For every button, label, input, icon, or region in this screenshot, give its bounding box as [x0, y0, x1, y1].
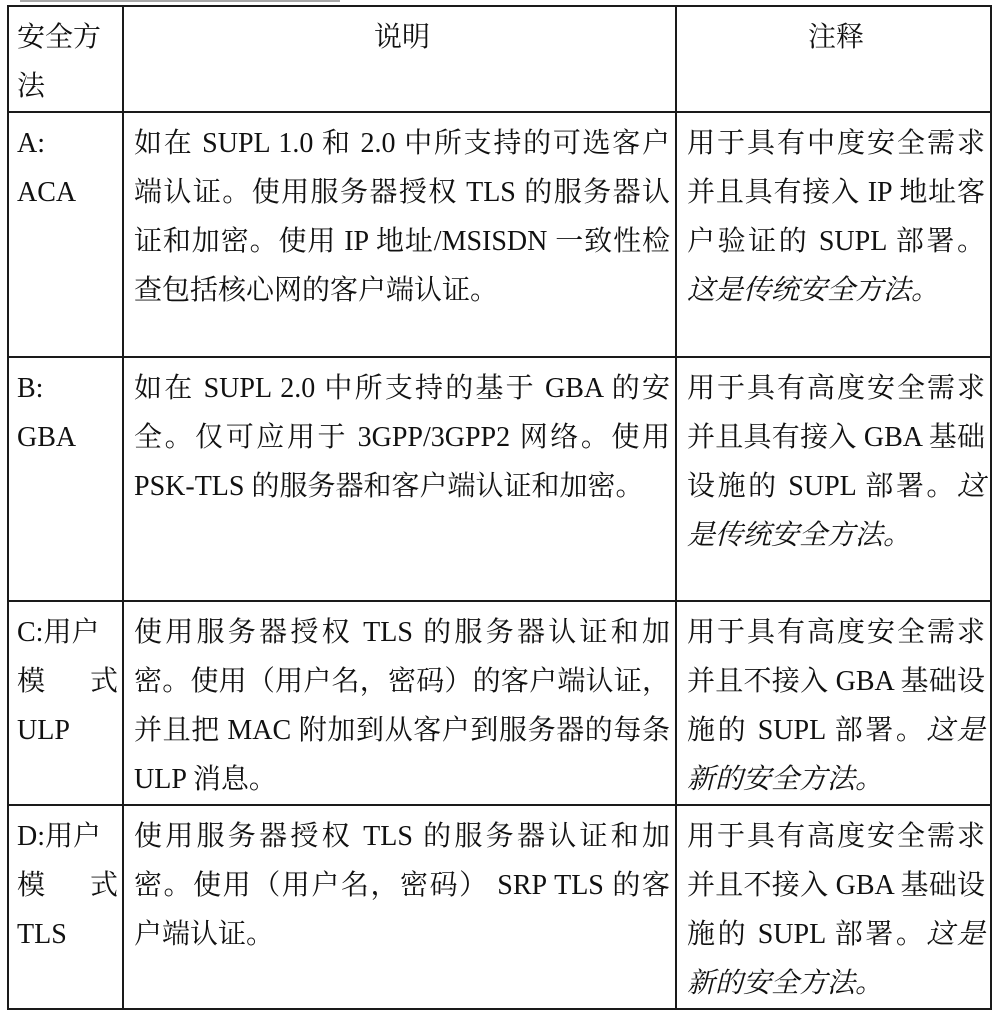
header-notes: 注释 [807, 22, 864, 53]
notes-cell [676, 805, 991, 1009]
notes-text [677, 806, 990, 1008]
notes-italic: 这是新的安全方法。 [687, 919, 985, 999]
notes-text [677, 113, 990, 315]
method-label: ULP [17, 715, 70, 746]
description-text: 如在 SUPL 2.0 中所支持的基于 GBA 的安全。仅可应用于 3GPP/3GPP2 网络。使用 PSK-TLS 的服务器和客户端认证和加密。 [134, 373, 670, 502]
method-label: C:用户 [17, 617, 100, 648]
method-label: A: [17, 128, 45, 159]
description-text: 使用服务器授权 TLS 的服务器认证和加密。使用（用户名，密码） SRP TLS 的客户端认证。 [134, 821, 670, 950]
notes-plain: 用于具有高度安全需求并且具有接入 GBA 基础设施的 SUPL 部署。 [687, 373, 985, 502]
notes-plain: 用于具有高度安全需求并且不接入 GBA 基础设施的 SUPL 部署。 [687, 821, 985, 950]
method-cell [8, 112, 123, 357]
description-cell [123, 112, 676, 357]
notes-italic: 这是传统安全方法。 [687, 275, 940, 306]
header-notes-cell [676, 6, 991, 112]
method-label: GBA [17, 422, 77, 453]
table-row [8, 357, 991, 601]
method-label: ACA [17, 177, 77, 208]
method-cell [8, 357, 123, 601]
notes-plain: 用于具有高度安全需求并且不接入 GBA 基础设施的 SUPL 部署。 [687, 617, 985, 746]
table-row [8, 601, 991, 805]
method-label: TLS [17, 919, 67, 950]
header-method: 安全方法 [17, 22, 102, 102]
table-row [8, 805, 991, 1009]
description-cell [123, 805, 676, 1009]
description-cell [123, 601, 676, 805]
description-cell [123, 357, 676, 601]
method-label-spread: 模 式 [17, 870, 118, 901]
notes-cell [676, 601, 991, 805]
notes-cell [676, 112, 991, 357]
notes-text [677, 602, 990, 804]
description-text: 使用服务器授权 TLS 的服务器认证和加密。使用（用户名，密码）的客户端认证，并且把 MAC 附加到从客户到服务器的每条 ULP 消息。 [134, 617, 670, 795]
header-row [8, 6, 991, 112]
notes-italic: 这是传统安全方法。 [687, 471, 985, 551]
header-method-cell [8, 6, 123, 112]
method-cell [8, 601, 123, 805]
header-description-cell [123, 6, 676, 112]
security-methods-table [7, 5, 992, 1010]
method-label: D:用户 [17, 821, 102, 852]
notes-text [677, 358, 990, 560]
notes-italic: 这是新的安全方法。 [687, 715, 985, 795]
header-description: 说明 [373, 22, 430, 53]
description-text: 如在 SUPL 1.0 和 2.0 中所支持的可选客户端认证。使用服务器授权 TLS 的服务器认证和加密。使用 IP 地址/MSISDN 一致性检查包括核心网的客户端认证。 [134, 128, 670, 306]
method-label-spread: 模 式 [17, 666, 118, 697]
top-rule [20, 0, 340, 2]
method-cell [8, 805, 123, 1009]
method-label: B: [17, 373, 44, 404]
notes-cell [676, 357, 991, 601]
table-row [8, 112, 991, 357]
notes-plain: 用于具有中度安全需求并且具有接入 IP 地址客户验证的 SUPL 部署。 [687, 128, 985, 257]
